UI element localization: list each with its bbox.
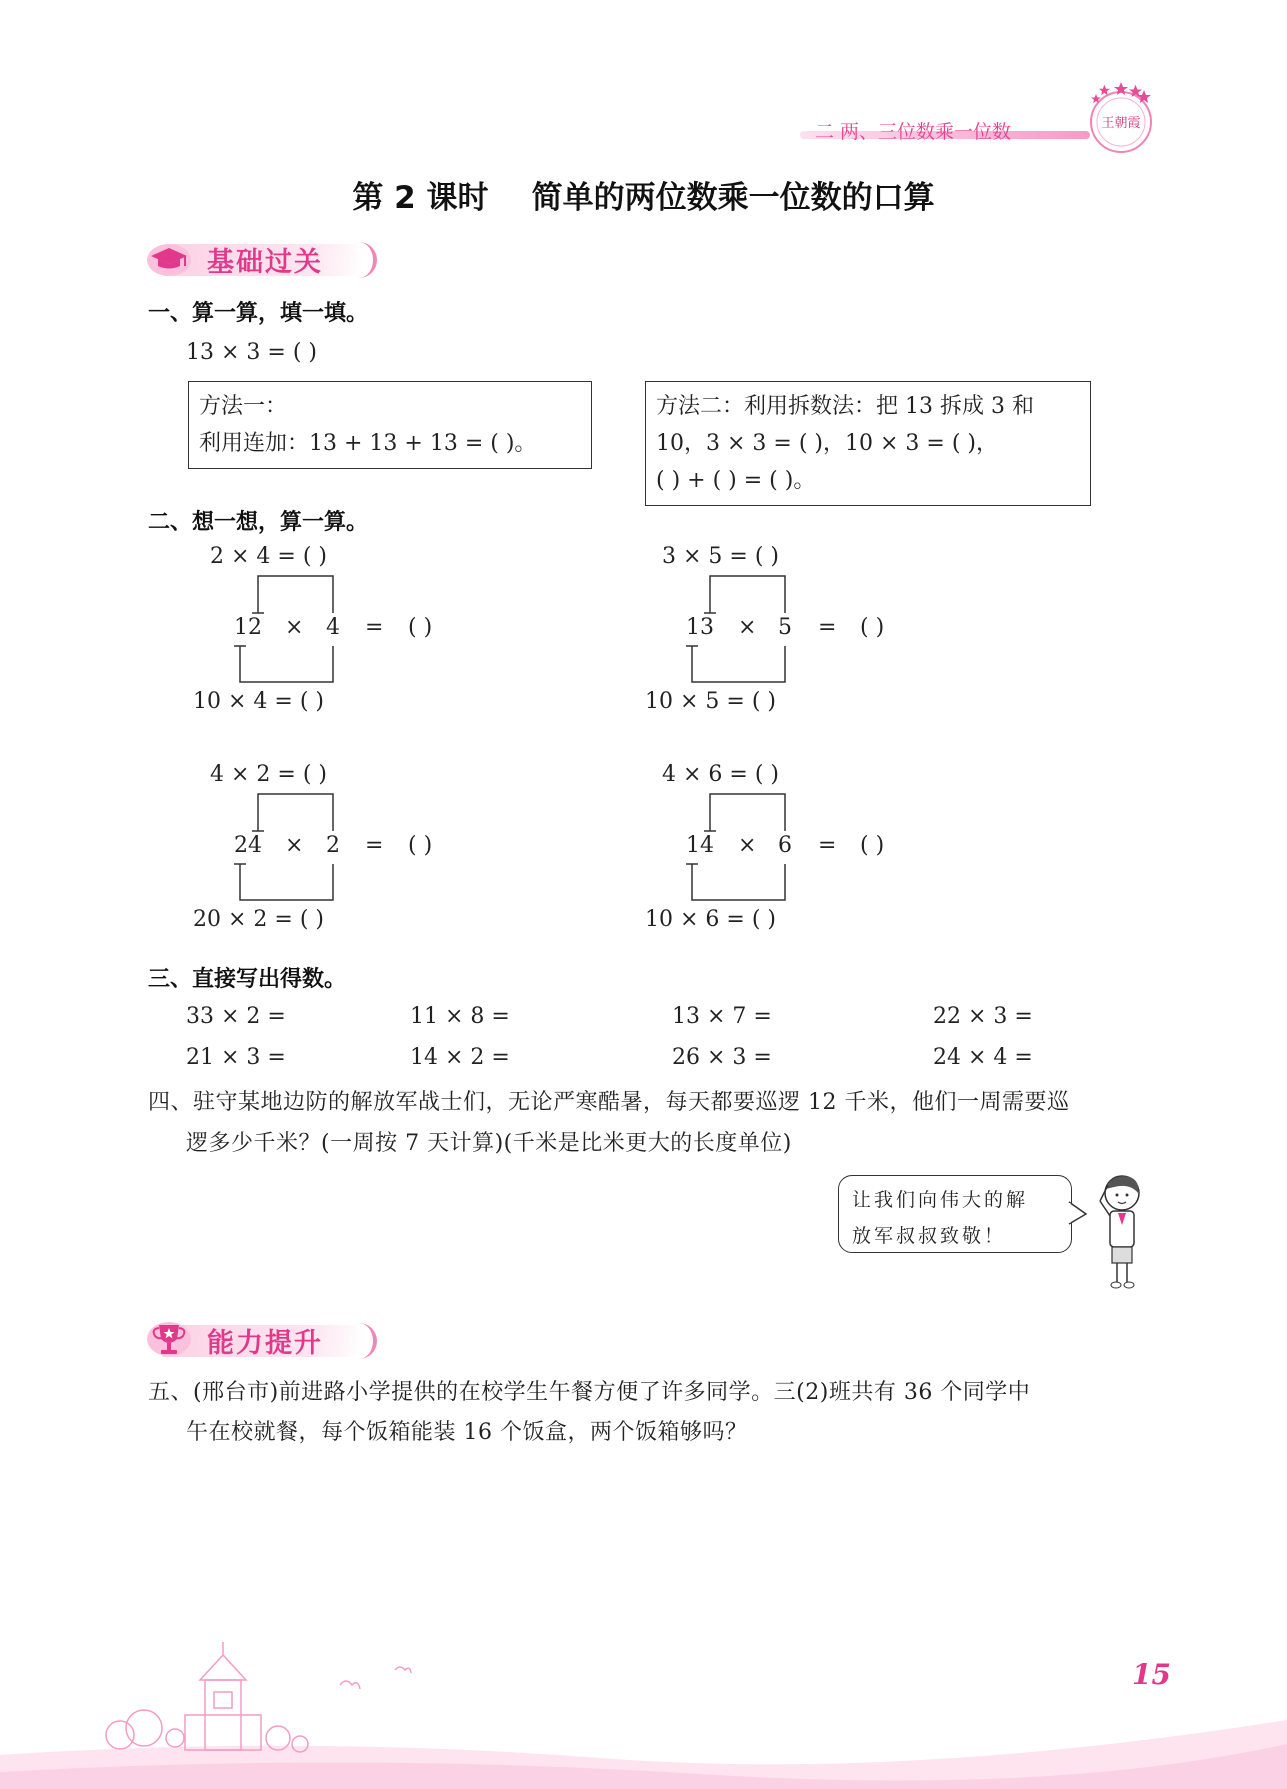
footer-decoration (0, 1640, 1287, 1789)
split-answer: ( ) (860, 833, 885, 858)
split-equals: = (365, 615, 384, 640)
section-title-basic: 基础过关 (207, 247, 323, 278)
split-times: × (738, 615, 757, 640)
q2-heading: 二、想一想，算一算。 (148, 510, 369, 535)
split-equals: = (365, 833, 384, 858)
split-tens: 24 (234, 833, 262, 858)
page-number: 15 (1132, 1658, 1171, 1691)
split-bottom-expression: 10 × 4 = ( ) (193, 689, 324, 714)
split-equals: = (818, 615, 837, 640)
oral-calc-item: 26 × 3 = (672, 1045, 772, 1070)
split-tens: 12 (234, 615, 262, 640)
method-two-line-2: 10，3 × 3 = ( )，10 × 3 = ( )， (656, 431, 998, 456)
lesson-title: 第 2 课时 简单的两位数乘一位数的口算 (352, 180, 935, 216)
split-tens: 13 (686, 615, 714, 640)
saluting-boy-illustration (1090, 1165, 1150, 1295)
section-banner-advanced (145, 1315, 375, 1359)
split-top-expression: 4 × 6 = ( ) (662, 762, 779, 787)
split-top-expression: 4 × 2 = ( ) (210, 762, 327, 787)
speech-bubble-text: 让我们向伟大的解 放军叔叔致敬！ (852, 1189, 1029, 1247)
split-multiplier: 2 (326, 833, 340, 858)
chapter-title: 二 两、三位数乘一位数 (815, 121, 1012, 143)
split-multiplier: 5 (778, 615, 792, 640)
q5-text-line-1: 五、(邢台市)前进路小学提供的在校学生午餐方便了许多同学。三(2)班共有 36 个同学中 (148, 1380, 1031, 1405)
q1-heading: 一、算一算，填一填。 (148, 301, 369, 326)
split-bottom-expression: 10 × 6 = ( ) (645, 907, 776, 932)
split-bottom-expression: 10 × 5 = ( ) (645, 689, 776, 714)
split-multiplier: 6 (778, 833, 792, 858)
split-times: × (285, 833, 304, 858)
split-answer: ( ) (860, 615, 885, 640)
split-tens: 14 (686, 833, 714, 858)
split-bottom-expression: 20 × 2 = ( ) (193, 907, 324, 932)
section-title-advanced: 能力提升 (207, 1328, 323, 1359)
split-answer: ( ) (408, 615, 433, 640)
method-two-line-3: ( ) + ( ) = ( )。 (656, 468, 816, 493)
oral-calc-item: 13 × 7 = (672, 1004, 772, 1029)
trophy-icon (145, 1319, 193, 1359)
split-times: × (285, 615, 304, 640)
split-multiplier: 4 (326, 615, 340, 640)
q5-text-line-2: 午在校就餐，每个饭箱能装 16 个饭盒，两个饭箱够吗？ (186, 1420, 748, 1445)
method-two-line-1: 方法二：利用拆数法：把 13 拆成 3 和 (656, 394, 1034, 419)
oral-calc-item: 24 × 4 = (933, 1045, 1033, 1070)
oral-calc-item: 14 × 2 = (410, 1045, 510, 1070)
q1-expression: 13 × 3 = ( ) (186, 340, 317, 365)
speech-bubble-tail (1064, 1200, 1090, 1230)
q3-heading: 三、直接写出得数。 (148, 967, 347, 992)
split-times: × (738, 833, 757, 858)
oral-calc-item: 22 × 3 = (933, 1004, 1033, 1029)
svg-text:王朝霞: 王朝霞 (1101, 116, 1141, 131)
method-one-text: 利用连加：13 + 13 + 13 = ( )。 (199, 431, 537, 456)
split-equals: = (818, 833, 837, 858)
split-top-expression: 3 × 5 = ( ) (662, 544, 779, 569)
oral-calc-item: 11 × 8 = (410, 1004, 510, 1029)
method-one-title: 方法一： (199, 394, 288, 419)
q4-text-line-1: 四、驻守某地边防的解放军战士们，无论严寒酷暑，每天都要巡逻 12 千米，他们一周需要巡 (148, 1090, 1070, 1115)
oral-calc-item: 33 × 2 = (186, 1004, 286, 1029)
q4-text-line-2: 逻多少千米？(一周按 7 天计算)(千米是比米更大的长度单位) (186, 1131, 792, 1156)
split-top-expression: 2 × 4 = ( ) (210, 544, 327, 569)
split-answer: ( ) (408, 833, 433, 858)
oral-calc-item: 21 × 3 = (186, 1045, 286, 1070)
